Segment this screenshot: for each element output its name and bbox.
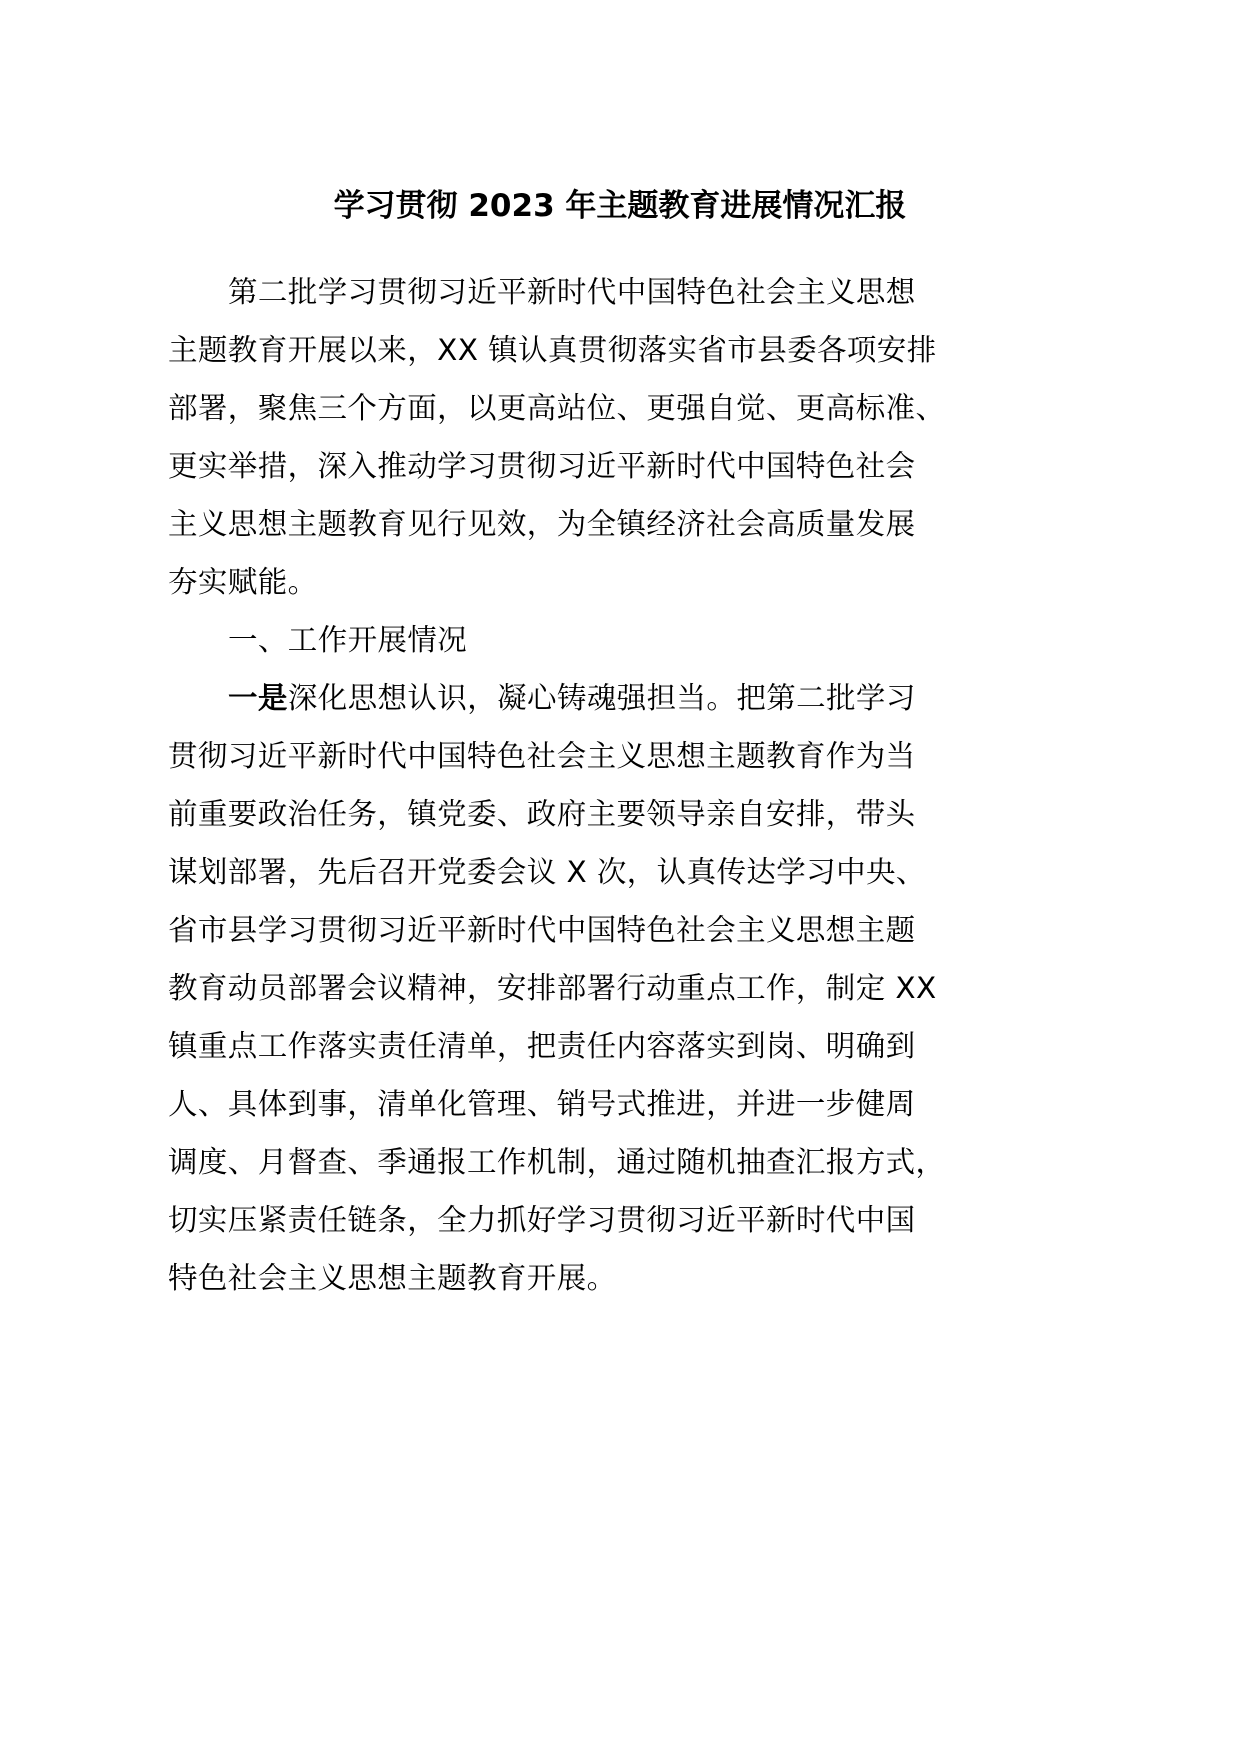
- paragraph-line: 镇重点工作落实责任清单，把责任内容落实到岗、明确到: [168, 1029, 916, 1063]
- document-title: 学习贯彻 2023 年主题教育进展情况汇报: [333, 188, 907, 224]
- paragraph-line: 教育动员部署会议精神，安排部署行动重点工作，制定 XX: [168, 971, 937, 1005]
- paragraph-line: 主题教育开展以来，XX 镇认真贯彻落实省市县委各项安排: [168, 333, 937, 367]
- paragraph-line: 主义思想主题教育见行见效，为全镇经济社会高质量发展: [168, 507, 916, 541]
- paragraph-line: 谋划部署，先后召开党委会议 X 次，认真传达学习中央、: [168, 855, 926, 889]
- paragraph-line: 特色社会主义思想主题教育开展。: [168, 1261, 617, 1295]
- paragraph-line: 前重要政治任务，镇党委、政府主要领导亲自安排，带头: [168, 797, 916, 831]
- paragraph-line: 夯实赋能。: [168, 565, 318, 599]
- paragraph-line: 更实举措，深入推动学习贯彻习近平新时代中国特色社会: [168, 449, 916, 483]
- paragraph-line: 人、具体到事，清单化管理、销号式推进，并进一步健周: [168, 1087, 916, 1121]
- paragraph-line: [228, 678, 916, 718]
- paragraph-line: 贯彻习近平新时代中国特色社会主义思想主题教育作为当: [168, 739, 916, 773]
- paragraph-line: 切实压紧责任链条，全力抓好学习贯彻习近平新时代中国: [168, 1203, 916, 1237]
- paragraph-line: 第二批学习贯彻习近平新时代中国特色社会主义思想: [228, 275, 916, 309]
- paragraph-line-text: 深化思想认识，凝心铸魂强担当。把第二批学习: [287, 681, 916, 715]
- paragraph-line: 省市县学习贯彻习近平新时代中国特色社会主义思想主题: [168, 913, 916, 947]
- lead-bold-text: 一是: [228, 681, 288, 715]
- paragraph-line: 调度、月督查、季通报工作机制，通过随机抽查汇报方式，: [168, 1145, 946, 1179]
- section-heading: 一、工作开展情况: [228, 623, 468, 657]
- paragraph-line: 部署，聚焦三个方面，以更高站位、更强自觉、更高标准、: [168, 391, 946, 425]
